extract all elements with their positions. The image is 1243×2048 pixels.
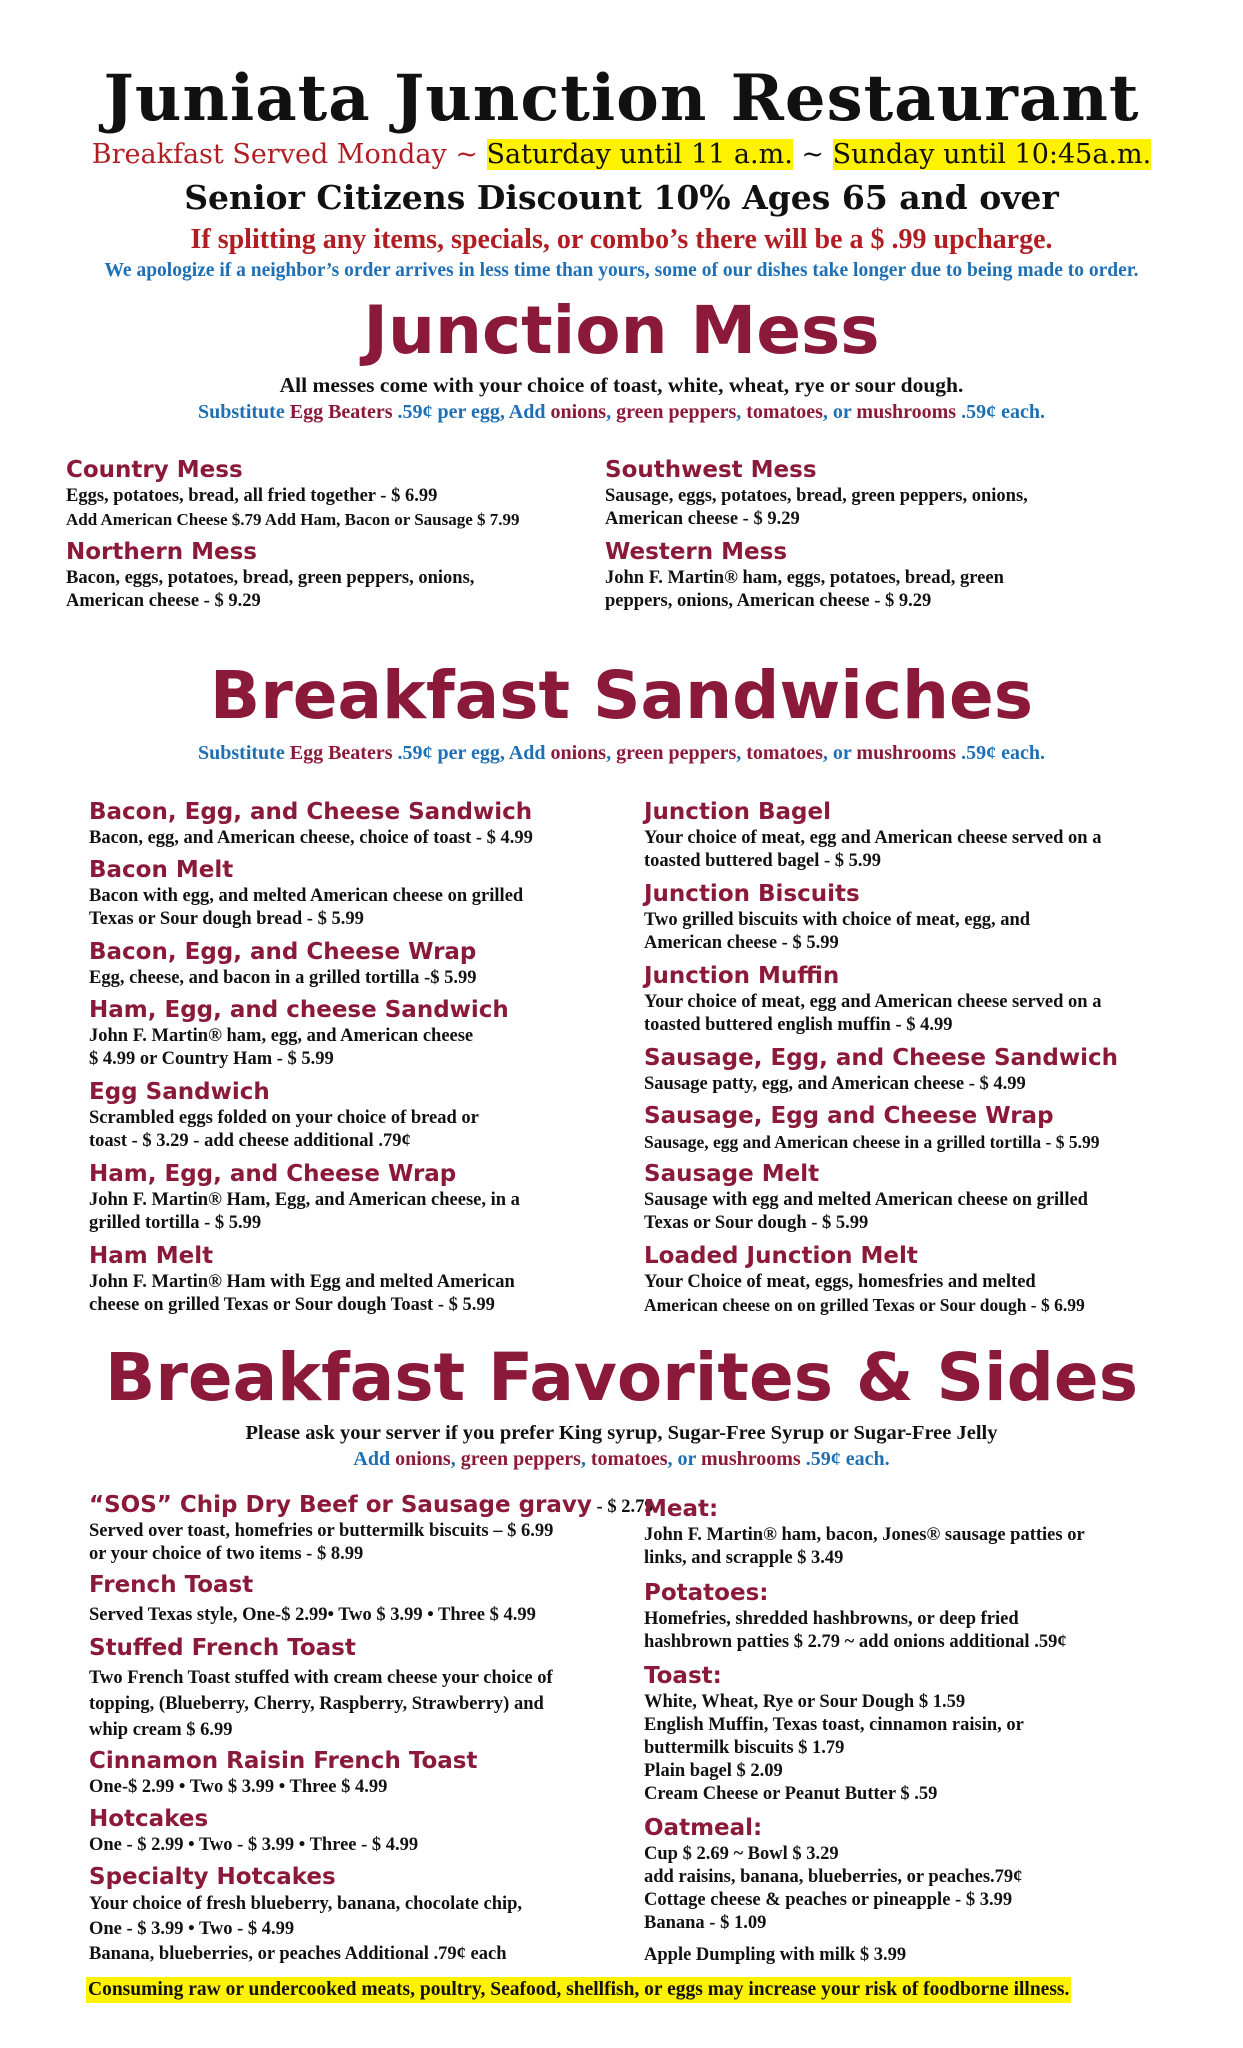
- item-description: [644, 1608, 1184, 1654]
- add-word: , or: [667, 1448, 702, 1470]
- menu-item-ham-egg-cheese-wrap: [89, 1159, 629, 1235]
- hours-separator: ~: [792, 139, 833, 170]
- sub-word: tomatoes: [746, 742, 823, 764]
- item-price: - $ 2.79: [591, 1497, 654, 1517]
- item-name: Ham, Egg, and cheese Sandwich: [89, 997, 509, 1023]
- item-description: [89, 1604, 629, 1627]
- item-description: [605, 485, 1145, 531]
- item-name: French Toast: [89, 1572, 254, 1598]
- item-name: Oatmeal:: [644, 1815, 763, 1841]
- desc-line: toasted buttered english muffin - $ 4.99: [644, 1015, 953, 1035]
- item-name: Sausage, Egg, and Cheese Sandwich: [644, 1045, 1119, 1071]
- item-description: [89, 885, 629, 931]
- desc-line: buttermilk biscuits $ 1.79: [644, 1738, 845, 1758]
- item-description: [89, 1892, 629, 1967]
- item-name: Meat:: [644, 1496, 719, 1522]
- hours-prefix: Breakfast Served Monday ~: [91, 139, 487, 170]
- menu-item-hotcakes: [89, 1804, 629, 1857]
- sub-word: .59¢ each.: [956, 401, 1045, 423]
- item-name: Junction Bagel: [644, 799, 831, 825]
- item-description: [89, 1107, 629, 1153]
- add-word: green peppers: [460, 1448, 581, 1470]
- desc-line: Your choice of meat, egg and American cheese served on a: [644, 828, 1102, 848]
- desc-line: peppers, onions, American cheese - $ 9.29: [605, 591, 932, 611]
- sub-word: Egg Beaters: [289, 401, 393, 423]
- split-notice: If splitting any items, specials, or combo’s there will be a $ .99 upcharge.: [190, 224, 1053, 255]
- menu-item-bacon-egg-cheese-sandwich: [89, 797, 629, 850]
- hours-saturday: Saturday until 11 a.m.: [486, 139, 793, 170]
- apology-notice: We apologize if a neighbor’s order arrives in less time than yours, some of our dishes take longer due to being made to order.: [104, 260, 1139, 281]
- favorites-add-note: [0, 1446, 1243, 1472]
- desc-line: grilled tortilla - $ 5.99: [89, 1213, 262, 1233]
- desc-line: cheese on grilled Texas or Sour dough Toast - $ 5.99: [89, 1295, 495, 1315]
- desc-line: whip cream $ 6.99: [89, 1720, 233, 1740]
- item-name: Country Mess: [66, 457, 243, 483]
- restaurant-title: Juniata Junction Restaurant: [103, 61, 1140, 136]
- item-description: [644, 1131, 1184, 1154]
- desc-line: One - $ 3.99 • Two - $ 4.99: [89, 1919, 295, 1939]
- sub-word: .59¢ per egg, Add: [392, 401, 551, 423]
- desc-line: Texas or Sour dough bread - $ 5.99: [89, 909, 364, 929]
- item-description: [89, 1776, 629, 1799]
- item-description: [89, 827, 629, 850]
- desc-line: toast - $ 3.29 - add cheese additional .79¢: [89, 1131, 411, 1151]
- desc-line: John F. Martin® Ham with Egg and melted American: [89, 1272, 515, 1292]
- sandwich-substitute-note: [0, 740, 1243, 766]
- sub-word: ,: [606, 401, 617, 423]
- menu-item-specialty-hotcakes: [89, 1862, 629, 1967]
- item-description: [644, 1843, 1184, 1935]
- mess-substitute-note: [0, 399, 1243, 425]
- item-description: [644, 1524, 1184, 1570]
- menu-item-southwest-mess: [605, 455, 1145, 531]
- desc-line: Egg, cheese, and bacon in a grilled tortilla -$ 5.99: [89, 968, 477, 988]
- add-word: ,: [580, 1448, 591, 1470]
- desc-line: Bacon, egg, and American cheese, choice of toast - $ 4.99: [89, 828, 533, 848]
- item-description: [644, 1189, 1184, 1235]
- desc-line: toasted buttered bagel - $ 5.99: [644, 851, 882, 871]
- desc-line: English Muffin, Texas toast, cinnamon raisin, or: [644, 1715, 1024, 1735]
- item-description: [89, 1665, 629, 1743]
- foodborne-illness-warning: Consuming raw or undercooked meats, poultry, Seafood, shellfish, or eggs may increase your risk of foodborne illness.: [86, 1977, 1071, 2003]
- item-description: [89, 1271, 629, 1317]
- sub-word: green peppers: [616, 742, 737, 764]
- menu-item-cinnamon-raisin-french-toast: [89, 1746, 629, 1799]
- desc-line: John F. Martin® ham, bacon, Jones® sausage patties or: [644, 1525, 1085, 1545]
- item-name: Sausage Melt: [644, 1161, 820, 1187]
- item-description: [66, 485, 606, 531]
- senior-discount: Senior Citizens Discount 10% Ages 65 and over: [184, 178, 1059, 217]
- item-description: [644, 991, 1184, 1037]
- sandwiches-heading: Breakfast Sandwiches: [209, 657, 1034, 734]
- desc-line: Two grilled biscuits with choice of meat, egg, and: [644, 910, 1031, 930]
- hours-sunday: Sunday until 10:45a.m.: [832, 139, 1152, 170]
- sub-word: mushrooms: [856, 401, 957, 423]
- desc-line: One - $ 2.99 • Two - $ 3.99 • Three - $ 4.99: [89, 1835, 419, 1855]
- syrup-note: Please ask your server if you prefer King syrup, Sugar-Free Syrup or Sugar-Free Jelly: [245, 1422, 998, 1444]
- menu-item-sausage-egg-cheese-sandwich: [644, 1043, 1184, 1096]
- sub-word: .59¢ each.: [956, 742, 1045, 764]
- desc-line: American cheese - $ 5.99: [644, 933, 839, 953]
- desc-line: Texas or Sour dough - $ 5.99: [644, 1213, 869, 1233]
- menu-item-sos: [89, 1490, 654, 1566]
- desc-line: John F. Martin® ham, eggs, potatoes, bread, green: [605, 568, 1004, 588]
- desc-line: Sausage, eggs, potatoes, bread, green peppers, onions,: [605, 486, 1028, 506]
- desc-line: Two French Toast stuffed with cream cheese your choice of: [89, 1668, 553, 1688]
- item-name: Western Mess: [605, 539, 788, 565]
- desc-line: American cheese on on grilled Texas or Sour dough - $ 6.99: [644, 1295, 1085, 1315]
- desc-line: Cream Cheese or Peanut Butter $ .59: [644, 1784, 938, 1804]
- item-description: [89, 1189, 629, 1235]
- desc-line: topping, (Blueberry, Cherry, Raspberry, Strawberry) and: [89, 1694, 544, 1714]
- desc-line: hashbrown patties $ 2.79 ~ add onions additional .59¢: [644, 1632, 1067, 1652]
- add-word: tomatoes: [590, 1448, 668, 1470]
- item-description: [644, 1691, 1184, 1806]
- item-description: [66, 567, 606, 613]
- desc-line: Your choice of fresh blueberry, banana, chocolate chip,: [89, 1894, 523, 1914]
- menu-item-sausage-melt: [644, 1159, 1184, 1235]
- sub-word: , or: [822, 401, 857, 423]
- item-name: Egg Sandwich: [89, 1079, 270, 1105]
- desc-line: Plain bagel $ 2.09: [644, 1761, 783, 1781]
- add-word: onions: [395, 1448, 451, 1470]
- desc-line: Bacon, eggs, potatoes, bread, green peppers, onions,: [66, 568, 475, 588]
- desc-line: Sausage, egg and American cheese in a grilled tortilla - $ 5.99: [644, 1132, 1100, 1152]
- add-word: .59¢ each.: [800, 1448, 890, 1470]
- desc-line: links, and scrapple $ 3.49: [644, 1548, 844, 1568]
- menu-item-northern-mess: [66, 537, 606, 613]
- desc-line: Served Texas style, One-$ 2.99• Two $ 3.99 • Three $ 4.99: [89, 1605, 536, 1625]
- desc-line: Cottage cheese & peaches or pineapple - $ 3.99: [644, 1890, 1013, 1910]
- item-description: [644, 909, 1184, 955]
- junction-mess-heading: Junction Mess: [363, 292, 880, 369]
- desc-line: John F. Martin® Ham, Egg, and American cheese, in a: [89, 1190, 520, 1210]
- item-name: Hotcakes: [89, 1806, 209, 1832]
- sub-word: Egg Beaters: [289, 742, 393, 764]
- side-toast: [644, 1661, 1184, 1806]
- desc-line: Add American Cheese $.79 Add Ham, Bacon or Sausage $ 7.99: [66, 510, 520, 529]
- mess-intro: All messes come with your choice of toast, white, wheat, rye or sour dough.: [279, 373, 964, 397]
- sub-word: onions: [550, 742, 607, 764]
- desc-line: Banana, blueberries, or peaches Additional .79¢ each: [89, 1944, 507, 1964]
- desc-line: American cheese - $ 9.29: [66, 591, 261, 611]
- item-description: [644, 1073, 1184, 1096]
- menu-item-country-mess: [66, 455, 606, 531]
- desc-line: add raisins, banana, blueberries, or peaches.79¢: [644, 1867, 1023, 1887]
- menu-item-ham-melt: [89, 1241, 629, 1317]
- desc-line: White, Wheat, Rye or Sour Dough $ 1.59: [644, 1692, 966, 1712]
- desc-line: Your choice of meat, egg and American cheese served on a: [644, 992, 1102, 1012]
- item-name: Junction Muffin: [644, 963, 840, 989]
- item-name: Sausage, Egg and Cheese Wrap: [644, 1103, 1054, 1129]
- sub-word: ,: [736, 401, 747, 423]
- menu-item-ham-egg-cheese-sandwich: [89, 995, 629, 1071]
- desc-line: Sausage with egg and melted American cheese on grilled: [644, 1190, 1088, 1210]
- favorites-heading: Breakfast Favorites & Sides: [105, 1339, 1138, 1416]
- item-description: [89, 1834, 629, 1857]
- item-description: [644, 1271, 1184, 1317]
- sub-word: Substitute: [198, 742, 290, 764]
- desc-line: Eggs, potatoes, bread, all fried together - $ 6.99: [66, 486, 438, 506]
- desc-line: or your choice of two items - $ 8.99: [89, 1544, 364, 1564]
- sub-word: green peppers: [616, 401, 737, 423]
- add-word: Add: [353, 1448, 396, 1470]
- sub-word: Substitute: [198, 401, 290, 423]
- item-name: Bacon Melt: [89, 857, 234, 883]
- desc-line: Homefries, shredded hashbrowns, or deep fried: [644, 1609, 1019, 1629]
- side-oatmeal: [644, 1813, 1184, 1935]
- menu-item-western-mess: [605, 537, 1145, 613]
- menu-item-junction-muffin: [644, 961, 1184, 1037]
- side-meat: [644, 1494, 1184, 1570]
- menu-item-bacon-egg-cheese-wrap: [89, 937, 629, 990]
- menu-item-loaded-junction-melt: [644, 1241, 1184, 1317]
- item-description: [89, 1520, 629, 1566]
- sub-word: , or: [822, 742, 857, 764]
- item-name: [89, 1490, 654, 1520]
- item-name: Ham Melt: [89, 1243, 214, 1269]
- side-potatoes: [644, 1578, 1184, 1654]
- desc-line: Cup $ 2.69 ~ Bowl $ 3.29: [644, 1844, 839, 1864]
- desc-line: Banana - $ 1.09: [644, 1913, 767, 1933]
- item-name: Bacon, Egg, and Cheese Wrap: [89, 939, 477, 965]
- desc-line: John F. Martin® ham, egg, and American cheese: [89, 1026, 474, 1046]
- item-title: “SOS” Chip Dry Beef or Sausage gravy: [89, 1492, 592, 1518]
- sub-word: .59¢ per egg, Add: [392, 742, 551, 764]
- menu-item-french-toast: [89, 1570, 629, 1627]
- menu-item-bacon-melt: [89, 855, 629, 931]
- menu-item-sausage-egg-cheese-wrap: [644, 1101, 1184, 1154]
- desc-line: One-$ 2.99 • Two $ 3.99 • Three $ 4.99: [89, 1777, 388, 1797]
- item-name: Bacon, Egg, and Cheese Sandwich: [89, 799, 533, 825]
- desc-line: Served over toast, homefries or buttermilk biscuits – $ 6.99: [89, 1521, 554, 1541]
- menu-item-egg-sandwich: [89, 1077, 629, 1153]
- sub-word: onions: [550, 401, 607, 423]
- item-name: Cinnamon Raisin French Toast: [89, 1748, 478, 1774]
- sub-word: tomatoes: [746, 401, 823, 423]
- item-description: [89, 1025, 629, 1071]
- item-description: [605, 567, 1145, 613]
- desc-line: Sausage patty, egg, and American cheese - $ 4.99: [644, 1074, 1026, 1094]
- item-description: [89, 967, 629, 990]
- item-name: Ham, Egg, and Cheese Wrap: [89, 1161, 457, 1187]
- desc-line: Your Choice of meat, eggs, homesfries and melted: [644, 1272, 1036, 1292]
- breakfast-hours: [0, 138, 1243, 172]
- item-name: Loaded Junction Melt: [644, 1243, 918, 1269]
- desc-line: Bacon with egg, and melted American cheese on grilled: [89, 886, 524, 906]
- item-name: Specialty Hotcakes: [89, 1864, 336, 1890]
- item-name: Stuffed French Toast: [89, 1635, 356, 1661]
- add-word: mushrooms: [701, 1448, 801, 1470]
- add-word: ,: [450, 1448, 461, 1470]
- item-name: Junction Biscuits: [644, 881, 860, 907]
- item-name: Northern Mess: [66, 539, 257, 565]
- menu-item-stuffed-french-toast: [89, 1633, 629, 1743]
- sub-word: ,: [606, 742, 617, 764]
- menu-item-junction-biscuits: [644, 879, 1184, 955]
- side-apple-dumpling: Apple Dumpling with milk $ 3.99: [644, 1945, 907, 1965]
- sub-word: ,: [736, 742, 747, 764]
- desc-line: $ 4.99 or Country Ham - $ 5.99: [89, 1049, 334, 1069]
- sub-word: mushrooms: [856, 742, 957, 764]
- item-name: Toast:: [644, 1663, 722, 1689]
- item-description: [644, 827, 1184, 873]
- desc-line: Scrambled eggs folded on your choice of bread or: [89, 1108, 479, 1128]
- desc-line: American cheese - $ 9.29: [605, 509, 800, 529]
- item-name: Potatoes:: [644, 1580, 769, 1606]
- item-name: Southwest Mess: [605, 457, 817, 483]
- menu-item-junction-bagel: [644, 797, 1184, 873]
